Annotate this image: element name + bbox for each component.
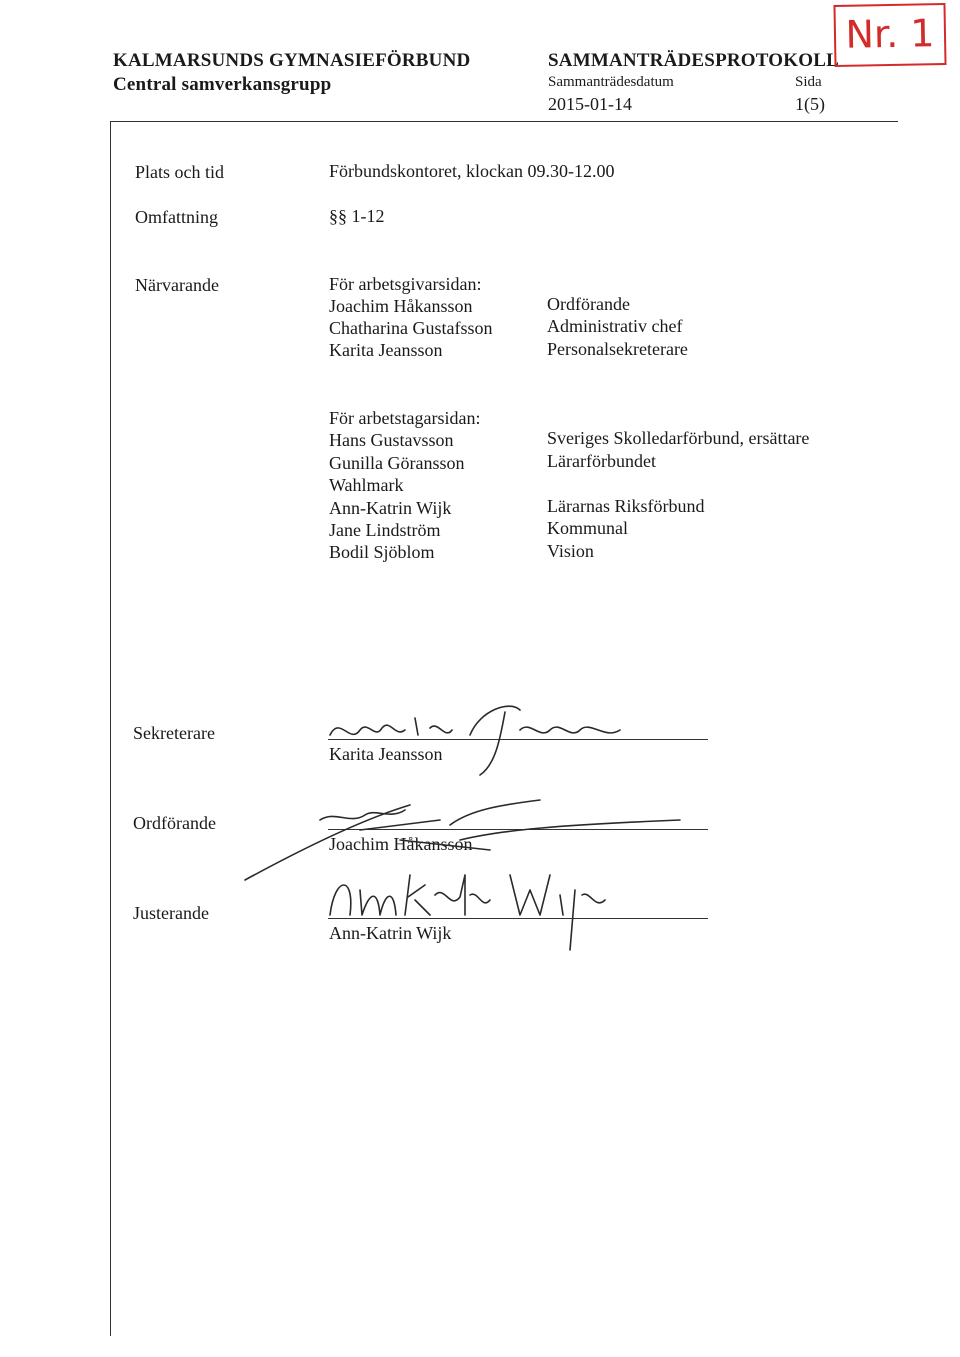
employer-name: Chatharina Gustafsson bbox=[329, 318, 493, 338]
handwritten-signature-jeansson bbox=[320, 690, 640, 780]
signatory-name: Ann-Katrin Wijk bbox=[329, 923, 452, 943]
employee-heading: För arbetstagarsidan: bbox=[329, 408, 481, 428]
employer-name: Joachim Håkansson bbox=[329, 296, 473, 316]
place-value: Förbundskontoret, klockan 09.30-12.00 bbox=[329, 161, 615, 181]
present-label: Närvarande bbox=[135, 275, 219, 295]
employer-name: Karita Jeansson bbox=[329, 340, 443, 360]
signature-label: Ordförande bbox=[133, 813, 216, 833]
employee-name: Jane Lindström bbox=[329, 520, 441, 540]
employee-role: Lärarförbundet bbox=[547, 451, 656, 471]
group-name: Central samverkansgrupp bbox=[113, 74, 332, 95]
employer-role: Ordförande bbox=[547, 294, 630, 314]
signatory-name: Karita Jeansson bbox=[329, 744, 443, 764]
scope-value: §§ 1-12 bbox=[329, 206, 385, 226]
header-rule bbox=[110, 121, 898, 122]
employee-name: Bodil Sjöblom bbox=[329, 542, 435, 562]
org-name: KALMARSUNDS GYMNASIEFÖRBUND bbox=[113, 50, 471, 71]
page-value: 1(5) bbox=[795, 94, 825, 114]
employee-role: Kommunal bbox=[547, 518, 628, 538]
employee-role: Vision bbox=[547, 541, 594, 561]
signatory-name: Joachim Håkansson bbox=[329, 834, 473, 854]
employee-name: Wahlmark bbox=[329, 475, 404, 495]
employer-role: Administrativ chef bbox=[547, 316, 683, 336]
employee-role: Lärarnas Riksförbund bbox=[547, 496, 705, 516]
date-label: Sammanträdesdatum bbox=[548, 74, 674, 90]
employee-name: Gunilla Göransson bbox=[329, 453, 465, 473]
scope-label: Omfattning bbox=[135, 207, 218, 227]
date-value: 2015-01-14 bbox=[548, 94, 632, 114]
employee-role: Sveriges Skolledarförbund, ersättare bbox=[547, 428, 810, 448]
place-label: Plats och tid bbox=[135, 162, 224, 182]
number-stamp: Nr. 1 bbox=[833, 3, 946, 67]
employer-role: Personalsekreterare bbox=[547, 339, 688, 359]
doc-type: SAMMANTRÄDESPROTOKOLL bbox=[548, 50, 839, 71]
employer-heading: För arbetsgivarsidan: bbox=[329, 274, 482, 294]
handwritten-signature-wijk bbox=[320, 855, 620, 955]
employee-name: Ann-Katrin Wijk bbox=[329, 498, 452, 518]
margin-rule bbox=[110, 121, 111, 1336]
employee-name: Hans Gustavsson bbox=[329, 430, 454, 450]
signature-label: Sekreterare bbox=[133, 723, 215, 743]
signature-label: Justerande bbox=[133, 903, 209, 923]
page-label: Sida bbox=[795, 74, 822, 90]
